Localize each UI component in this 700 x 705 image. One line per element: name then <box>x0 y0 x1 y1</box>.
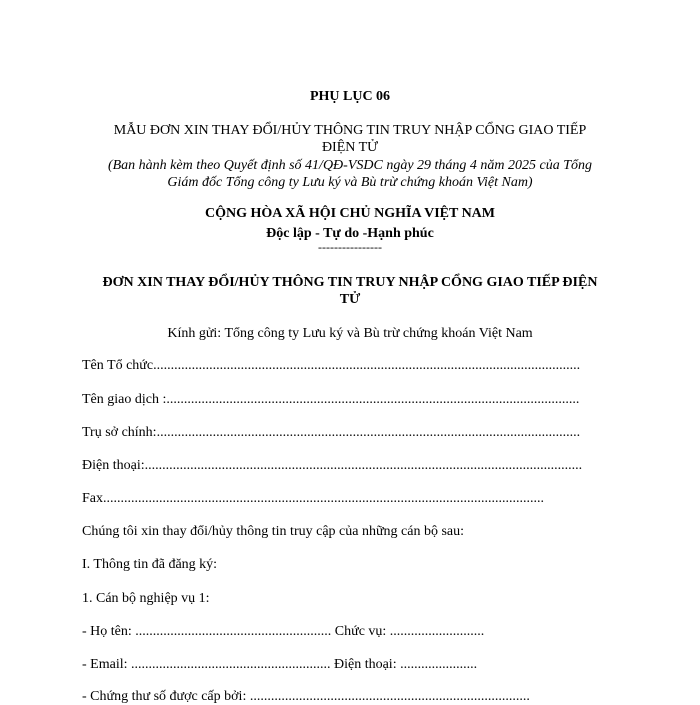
issuance-note-line-2: Giám đốc Tổng công ty Lưu ký và Bù trừ chứng khoán Việt Nam) <box>167 175 533 190</box>
form-title-line-2: ĐIỆN TỬ <box>321 140 379 155</box>
issuance-note <box>80 157 620 191</box>
application-title-line-1: ĐƠN XIN THAY ĐỔI/HỦY THÔNG TIN TRUY NHẬP CỔNG GIAO TIẾP ĐIỆN <box>102 275 598 290</box>
officer-1-heading: 1. Cán bộ nghiệp vụ 1: <box>82 591 210 606</box>
recipient-line: Kính gửi: Tổng công ty Lưu ký và Bù trừ chứng khoán Việt Nam <box>167 326 533 341</box>
phone-field: Điện thoại:............................................................................................................................. <box>82 458 583 473</box>
issuance-note-line-1: (Ban hành kèm theo Quyết định số 41/QĐ-VSDC ngày 29 tháng 4 năm 2025 của Tổng <box>107 158 593 173</box>
organization-name-field: Tên Tổ chức.......................................................................................................................... <box>82 358 581 373</box>
trade-name-field: Tên giao dịch :...................................................................................................................... <box>82 392 580 407</box>
form-title-line-1: MẪU ĐƠN XIN THAY ĐỔI/HỦY THÔNG TIN TRUY NHẬP CỔNG GIAO TIẾP <box>113 123 587 138</box>
form-title <box>80 122 620 156</box>
request-statement: Chúng tôi xin thay đổi/hủy thông tin truy cập của những cán bộ sau: <box>82 524 465 539</box>
application-title-line-2: TỬ <box>339 292 361 307</box>
fax-field: Fax.............................................................................................................................. <box>82 491 544 506</box>
national-motto: Độc lập - Tự do -Hạnh phúc <box>266 226 434 241</box>
officer-1-email-phone: - Email: ......................................................... Điện thoại: ...................... <box>82 657 478 672</box>
section-registered-info: I. Thông tin đã đăng ký: <box>82 557 218 572</box>
head-office-field: Trụ sở chính:......................................................................................................................... <box>82 425 581 440</box>
republic-heading: CỘNG HÒA XÃ HỘI CHỦ NGHĨA VIỆT NAM <box>204 206 495 221</box>
officer-1-name-position: - Họ tên: ........................................................ Chức vụ: ........................... <box>82 624 485 639</box>
application-title <box>80 274 620 308</box>
motto-divider: ---------------- <box>318 240 382 254</box>
appendix-label: PHỤ LỤC 06 <box>309 89 391 104</box>
officer-1-certificate: - Chứng thư số được cấp bởi: ................................................................................ <box>82 689 530 704</box>
